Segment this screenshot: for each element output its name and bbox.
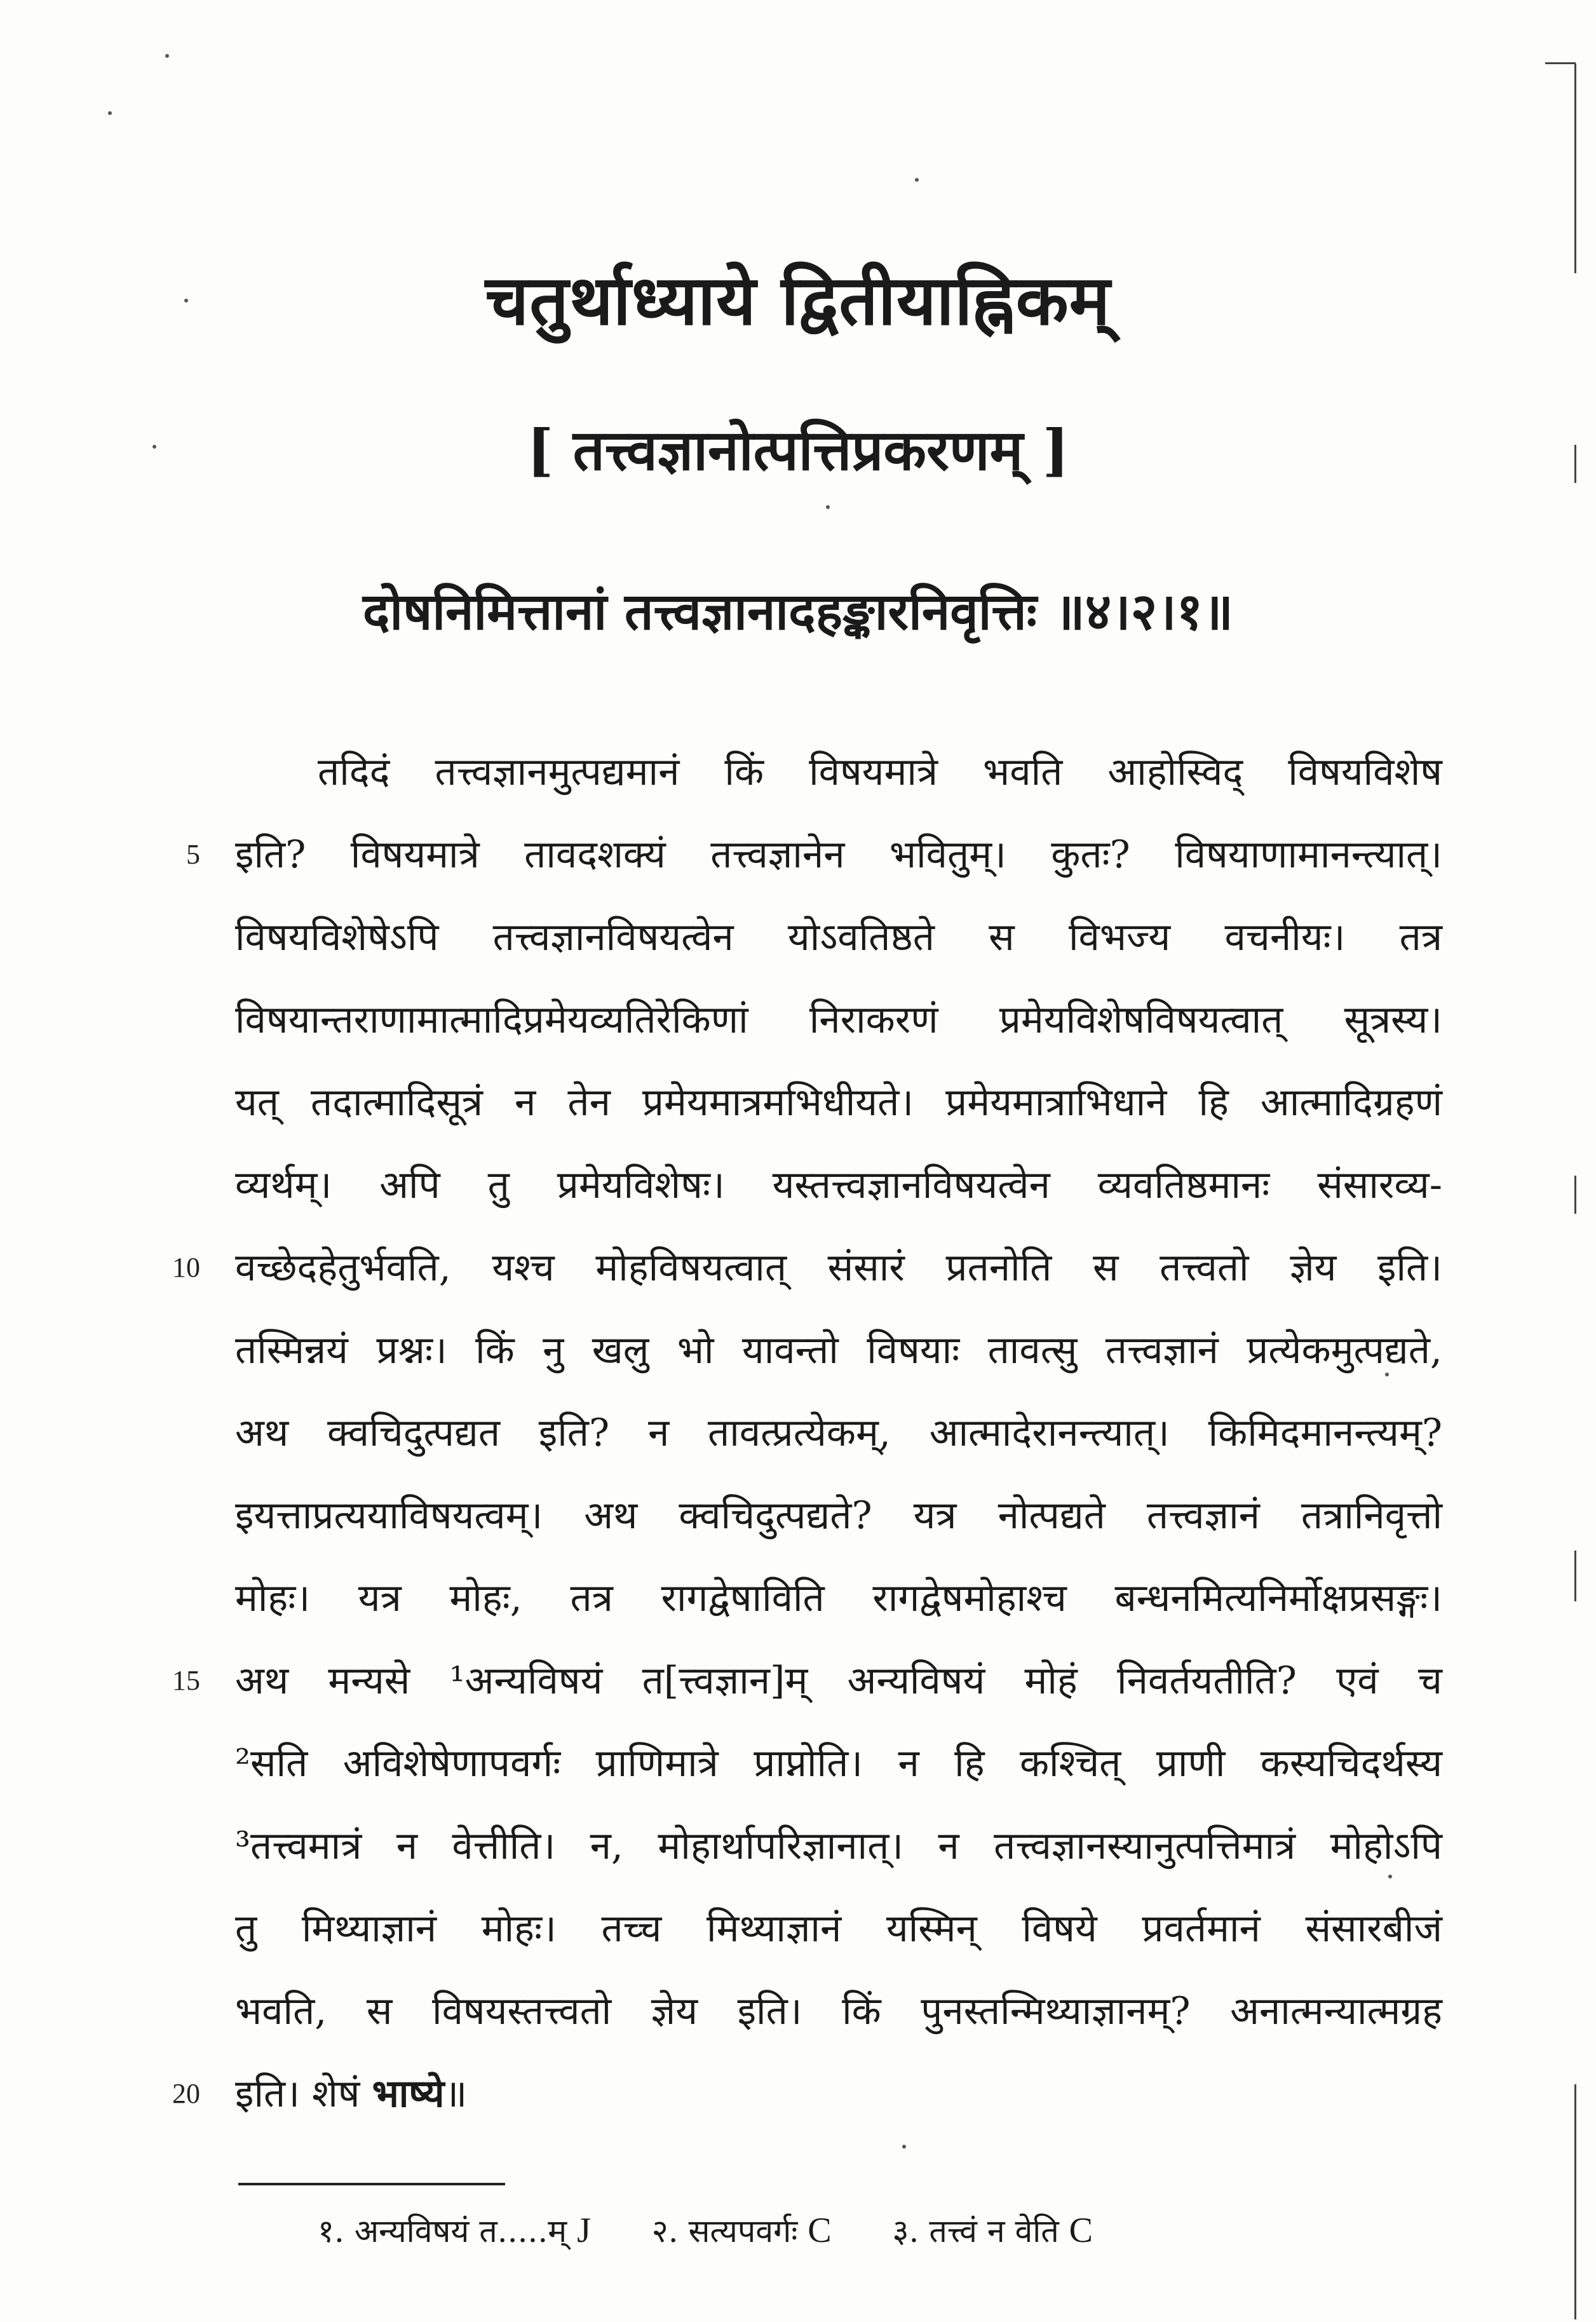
footnote-text: तत्त्वं न वेति bbox=[929, 2213, 1059, 2250]
line-text: ³तत्त्वमात्रं न वेत्तीति। न, मोहार्थापरिज्ञानात्। न तत्त्वज्ञानस्यानुत्पत्तिमात्रं मोहोऽपि bbox=[235, 1824, 1442, 1868]
footnote-divider bbox=[238, 2183, 505, 2185]
line-number: 5 bbox=[186, 839, 200, 870]
footnote-siglum: J bbox=[577, 2211, 591, 2250]
text-line bbox=[235, 1887, 1442, 1970]
text-line bbox=[235, 896, 1442, 979]
text-line bbox=[172, 1226, 1442, 1309]
text-line bbox=[172, 1640, 1442, 1722]
scan-speck bbox=[108, 111, 112, 115]
line-text: इति? विषयमात्रे तावदशक्यं तत्त्वज्ञानेन भवितुम्। कुतः? विषयाणामानन्त्यात्। bbox=[235, 832, 1442, 877]
line-text: मोहः। यत्र मोहः, तत्र रागद्वेषाविति रागद्वेषमोहाश्च बन्धनमित्यनिर्मोक्षप्रसङ्गः। bbox=[235, 1576, 1442, 1620]
scan-speck bbox=[915, 178, 919, 182]
scan-edge-line bbox=[1574, 2084, 1576, 2319]
line-number: 20 bbox=[172, 2078, 200, 2109]
footnote-siglum: C bbox=[808, 2211, 832, 2250]
text-line bbox=[235, 979, 1442, 1061]
footnote bbox=[893, 2213, 1093, 2250]
footnote bbox=[318, 2213, 601, 2250]
line-text: व्यर्थम्। अपि तु प्रमेयविशेषः। यस्तत्त्वज्ञानविषयत्वेन व्यवतिष्ठमानः संसारव्य- bbox=[235, 1163, 1442, 1207]
line-text: विषयविशेषेऽपि तत्त्वज्ञानविषयत्वेन योऽवतिष्ठते स विभज्य वचनीयः। तत्र bbox=[235, 915, 1442, 960]
text-line bbox=[235, 1144, 1442, 1226]
footnote-text: सत्यपवर्गः bbox=[688, 2213, 798, 2250]
footnote-text: अन्यविषयं त.....म् bbox=[354, 2213, 567, 2250]
text-line bbox=[235, 1061, 1442, 1144]
text-line bbox=[172, 2053, 1442, 2135]
line-text: इयत्ताप्रत्ययाविषयत्वम्। अथ क्वचिदुत्पद्यते? यत्र नोत्पद्यते तत्त्वज्ञानं तत्रानिवृत्तो bbox=[235, 1493, 1442, 1538]
text-line bbox=[235, 1722, 1442, 1805]
footnote-marker: २. bbox=[651, 2213, 679, 2250]
line-number: 10 bbox=[172, 1252, 200, 1283]
scan-speck bbox=[165, 54, 169, 58]
line-text-start: इति। शेषं bbox=[235, 2072, 372, 2116]
text-line bbox=[186, 813, 1442, 896]
text-line bbox=[235, 1805, 1442, 1887]
line-text: विषयान्तराणामात्मादिप्रमेयव्यतिरेकिणां निराकरणं प्रमेयविशेषविषयत्वात् सूत्रस्य। bbox=[235, 998, 1442, 1042]
scan-edge-mark bbox=[1545, 62, 1576, 64]
text-line bbox=[235, 1474, 1442, 1557]
chapter-title: चतुर्थाध्याये द्वितीयाह्निकम् bbox=[485, 261, 1111, 341]
line-text: वच्छेदहेतुर्भवति, यश्च मोहविषयत्वात् संसारं प्रतनोति स तत्त्वतो ज्ञेय इति। bbox=[235, 1246, 1442, 1290]
line-text: तु मिथ्याज्ञानं मोहः। तच्च मिथ्याज्ञानं यस्मिन् विषये प्रवर्तमानं संसारबीजं bbox=[235, 1906, 1442, 1951]
footnote-marker: १. bbox=[318, 2213, 344, 2250]
line-text: अथ क्वचिदुत्पद्यत इति? न तावत्प्रत्येकम्, आत्मादेरानन्त्यात्। किमिदमानन्त्यम्? bbox=[235, 1411, 1442, 1455]
footnotes bbox=[318, 2202, 1144, 2259]
line-text bbox=[235, 2053, 1442, 2135]
scan-speck bbox=[902, 2145, 906, 2149]
scan-speck bbox=[826, 505, 830, 509]
footnote-marker: ३. bbox=[892, 2213, 919, 2250]
section-heading: [ तत्त्वज्ञानोत्पत्तिप्रकरणम् ] bbox=[527, 417, 1069, 483]
line-text-end: ॥ bbox=[444, 2072, 468, 2116]
text-line bbox=[235, 1970, 1442, 2053]
scan-edge-line bbox=[1574, 64, 1576, 273]
text-line bbox=[235, 1557, 1442, 1640]
scan-edge-line bbox=[1574, 1176, 1576, 1214]
line-text: अथ मन्यसे ¹अन्यविषयं त[त्त्वज्ञान]म् अन्यविषयं मोहं निवर्तयतीति? एवं च bbox=[235, 1659, 1442, 1703]
bhashya-reference: भाष्ये bbox=[372, 2072, 445, 2116]
line-number: 15 bbox=[172, 1665, 200, 1696]
line-text: यत् तदात्मादिसूत्रं न तेन प्रमेयमात्रमभिधीयते। प्रमेयमात्राभिधाने हि आत्मादिग्रहणं bbox=[235, 1080, 1442, 1125]
commentary-body bbox=[172, 731, 1442, 2135]
line-text: ²सति अविशेषेणापवर्गः प्राणिमात्रे प्राप्नोति। न हि कश्चित् प्राणी कस्यचिदर्थस्य bbox=[235, 1741, 1442, 1786]
text-line bbox=[235, 1392, 1442, 1474]
text-line bbox=[235, 1309, 1442, 1392]
sutra-verse: दोषनिमित्तानां तत्त्वज्ञानादहङ्कारनिवृत्तिः ॥४।२।१॥ bbox=[362, 581, 1234, 641]
line-text: भवति, स विषयस्तत्त्वतो ज्ञेय इति। किं पुनस्तन्मिथ्याज्ञानम्? अनात्मन्यात्मग्रह bbox=[235, 1989, 1442, 2033]
scan-edge-line bbox=[1574, 1551, 1576, 1601]
text-line bbox=[235, 731, 1442, 813]
line-text: तदिदं तत्त्वज्ञानमुत्पद्यमानं किं विषयमात्रे भवति आहोस्विद् विषयविशेष bbox=[318, 750, 1442, 794]
line-text: तस्मिन्नयं प्रश्नः। किं नु खलु भो यावन्तो विषयाः तावत्सु तत्त्वज्ञानं प्रत्येकमुत्पद्यते, bbox=[235, 1328, 1442, 1373]
footnote-siglum: C bbox=[1069, 2211, 1093, 2250]
footnote bbox=[652, 2213, 842, 2250]
